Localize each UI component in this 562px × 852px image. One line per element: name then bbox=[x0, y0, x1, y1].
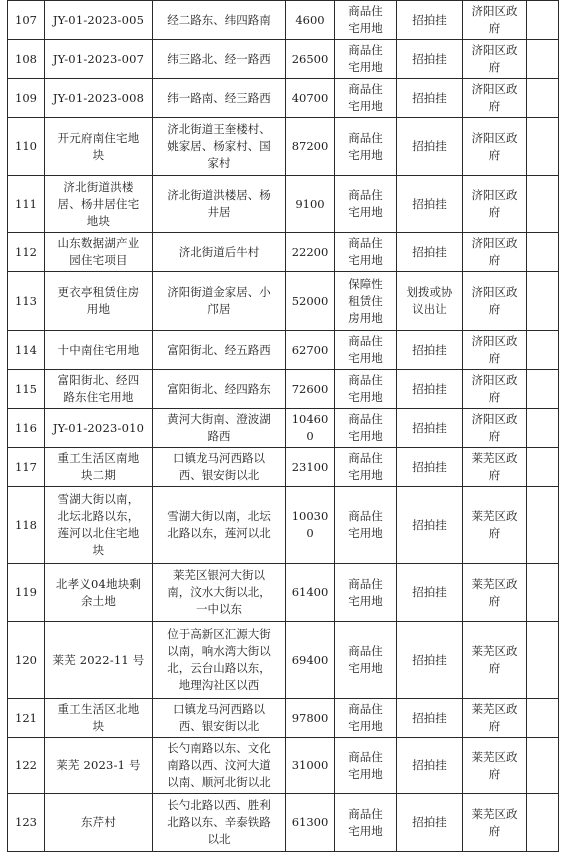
table-row bbox=[8, 487, 559, 564]
location-cell: 长勺北路以西、胜利 北路以东、辛泰铁路 以北 bbox=[153, 794, 286, 852]
area-cell: 62700 bbox=[286, 331, 335, 370]
plot-name-cell: 莱芜 2023-1 号 bbox=[45, 738, 153, 794]
land-use-cell: 商品住 宅用地 bbox=[335, 409, 397, 448]
authority-cell: 莱芜区政 府 bbox=[463, 699, 527, 738]
table-row bbox=[8, 409, 559, 448]
seq-cell: 108 bbox=[8, 40, 45, 79]
plot-name-cell: JY-01-2023-008 bbox=[45, 79, 153, 118]
plot-name-cell: 开元府南住宅地 块 bbox=[45, 118, 153, 176]
plot-name-cell: 山东数据湖产业 园住宅项目 bbox=[45, 233, 153, 272]
seq-cell: 121 bbox=[8, 699, 45, 738]
area-cell: 72600 bbox=[286, 370, 335, 409]
remark-cell bbox=[527, 1, 559, 40]
seq-cell: 111 bbox=[8, 176, 45, 233]
area-cell: 61400 bbox=[286, 564, 335, 622]
seq-cell: 122 bbox=[8, 738, 45, 794]
authority-cell: 济阳区政 府 bbox=[463, 1, 527, 40]
plot-name-cell: 雪湖大街以南， 北坛北路以东， 莲河以北住宅地 块 bbox=[45, 487, 153, 564]
seq-cell: 118 bbox=[8, 487, 45, 564]
land-use-cell: 商品住 宅用地 bbox=[335, 370, 397, 409]
location-cell: 雪湖大街以南，北坛 北路以东，莲河以北 bbox=[153, 487, 286, 564]
remark-cell bbox=[527, 487, 559, 564]
seq-cell: 117 bbox=[8, 448, 45, 487]
location-cell: 口镇龙马河西路以 西、银安街以北 bbox=[153, 699, 286, 738]
area-cell: 9100 bbox=[286, 176, 335, 233]
table-row bbox=[8, 448, 559, 487]
area-cell: 69400 bbox=[286, 622, 335, 699]
seq-cell: 114 bbox=[8, 331, 45, 370]
land-supply-table bbox=[7, 0, 559, 852]
seq-cell: 115 bbox=[8, 370, 45, 409]
remark-cell bbox=[527, 794, 559, 852]
plot-name-cell: 济北街道洪楼 居、杨井居住宅 地块 bbox=[45, 176, 153, 233]
table-row bbox=[8, 622, 559, 699]
location-cell: 莱芜区银河大街以 南，汶水大街以北， 一中以东 bbox=[153, 564, 286, 622]
area-cell: 61300 bbox=[286, 794, 335, 852]
location-cell: 济北街道洪楼居、杨 井居 bbox=[153, 176, 286, 233]
seq-cell: 123 bbox=[8, 794, 45, 852]
remark-cell bbox=[527, 448, 559, 487]
supply-method-cell: 招拍挂 bbox=[397, 40, 463, 79]
table-row bbox=[8, 79, 559, 118]
land-use-cell: 商品住 宅用地 bbox=[335, 233, 397, 272]
remark-cell bbox=[527, 738, 559, 794]
location-cell: 济阳街道金家居、小 邝居 bbox=[153, 272, 286, 331]
location-cell: 位于高新区汇源大街 以南，响水湾大街以 北，云台山路以东， 地理沟社区以西 bbox=[153, 622, 286, 699]
location-cell: 黄河大街南、澄波湖 路西 bbox=[153, 409, 286, 448]
seq-cell: 120 bbox=[8, 622, 45, 699]
area-cell: 40700 bbox=[286, 79, 335, 118]
supply-method-cell: 划拨或协 议出让 bbox=[397, 272, 463, 331]
authority-cell: 济阳区政 府 bbox=[463, 370, 527, 409]
area-cell: 87200 bbox=[286, 118, 335, 176]
supply-method-cell: 招拍挂 bbox=[397, 699, 463, 738]
area-cell: 97800 bbox=[286, 699, 335, 738]
remark-cell bbox=[527, 176, 559, 233]
remark-cell bbox=[527, 622, 559, 699]
area-cell: 52000 bbox=[286, 272, 335, 331]
land-use-cell: 商品住 宅用地 bbox=[335, 699, 397, 738]
supply-method-cell: 招拍挂 bbox=[397, 370, 463, 409]
location-cell: 济北街道后牛村 bbox=[153, 233, 286, 272]
authority-cell: 济阳区政 府 bbox=[463, 233, 527, 272]
authority-cell: 济阳区政 府 bbox=[463, 176, 527, 233]
remark-cell bbox=[527, 409, 559, 448]
supply-method-cell: 招拍挂 bbox=[397, 176, 463, 233]
remark-cell bbox=[527, 370, 559, 409]
table-row bbox=[8, 564, 559, 622]
authority-cell: 济阳区政 府 bbox=[463, 118, 527, 176]
table-row bbox=[8, 233, 559, 272]
location-cell: 经二路东、纬四路南 bbox=[153, 1, 286, 40]
plot-name-cell: JY-01-2023-007 bbox=[45, 40, 153, 79]
seq-cell: 116 bbox=[8, 409, 45, 448]
table-row bbox=[8, 699, 559, 738]
location-cell: 富阳街北、经五路西 bbox=[153, 331, 286, 370]
authority-cell: 莱芜区政 府 bbox=[463, 794, 527, 852]
supply-method-cell: 招拍挂 bbox=[397, 794, 463, 852]
table-row bbox=[8, 176, 559, 233]
authority-cell: 济阳区政 府 bbox=[463, 409, 527, 448]
area-cell: 23100 bbox=[286, 448, 335, 487]
location-cell: 长勺南路以东、文化 南路以西、汶河大道 以南、顺河北街以北 bbox=[153, 738, 286, 794]
location-cell: 济北街道王奎楼村、 姚家居、杨家村、国 家村 bbox=[153, 118, 286, 176]
authority-cell: 济阳区政 府 bbox=[463, 331, 527, 370]
remark-cell bbox=[527, 233, 559, 272]
seq-cell: 109 bbox=[8, 79, 45, 118]
supply-method-cell: 招拍挂 bbox=[397, 331, 463, 370]
supply-method-cell: 招拍挂 bbox=[397, 79, 463, 118]
supply-method-cell: 招拍挂 bbox=[397, 564, 463, 622]
supply-method-cell: 招拍挂 bbox=[397, 409, 463, 448]
seq-cell: 119 bbox=[8, 564, 45, 622]
plot-name-cell: 重工生活区南地 块二期 bbox=[45, 448, 153, 487]
land-use-cell: 商品住 宅用地 bbox=[335, 1, 397, 40]
remark-cell bbox=[527, 118, 559, 176]
land-use-cell: 商品住 宅用地 bbox=[335, 118, 397, 176]
location-cell: 富阳街北、经四路东 bbox=[153, 370, 286, 409]
table-row bbox=[8, 331, 559, 370]
table-row bbox=[8, 40, 559, 79]
supply-method-cell: 招拍挂 bbox=[397, 738, 463, 794]
supply-method-cell: 招拍挂 bbox=[397, 1, 463, 40]
table-row bbox=[8, 1, 559, 40]
remark-cell bbox=[527, 40, 559, 79]
location-cell: 纬三路北、经一路西 bbox=[153, 40, 286, 79]
plot-name-cell: JY-01-2023-005 bbox=[45, 1, 153, 40]
plot-name-cell: JY-01-2023-010 bbox=[45, 409, 153, 448]
remark-cell bbox=[527, 331, 559, 370]
table-row bbox=[8, 118, 559, 176]
area-cell: 26500 bbox=[286, 40, 335, 79]
land-use-cell: 商品住 宅用地 bbox=[335, 176, 397, 233]
authority-cell: 莱芜区政 府 bbox=[463, 622, 527, 699]
plot-name-cell: 更衣亭租赁住房 用地 bbox=[45, 272, 153, 331]
table-row bbox=[8, 794, 559, 852]
land-use-cell: 商品住 宅用地 bbox=[335, 738, 397, 794]
area-cell: 4600 bbox=[286, 1, 335, 40]
plot-name-cell: 十中南住宅用地 bbox=[45, 331, 153, 370]
land-use-cell: 商品住 宅用地 bbox=[335, 331, 397, 370]
area-cell: 31000 bbox=[286, 738, 335, 794]
land-use-cell: 保障性 租赁住 房用地 bbox=[335, 272, 397, 331]
land-use-cell: 商品住 宅用地 bbox=[335, 487, 397, 564]
land-use-cell: 商品住 宅用地 bbox=[335, 448, 397, 487]
authority-cell: 济阳区政 府 bbox=[463, 40, 527, 79]
land-use-cell: 商品住 宅用地 bbox=[335, 794, 397, 852]
seq-cell: 107 bbox=[8, 1, 45, 40]
table-row bbox=[8, 738, 559, 794]
supply-method-cell: 招拍挂 bbox=[397, 487, 463, 564]
plot-name-cell: 北孝义04地块剩 余土地 bbox=[45, 564, 153, 622]
table-row bbox=[8, 272, 559, 331]
table-row bbox=[8, 370, 559, 409]
authority-cell: 济阳区政 府 bbox=[463, 272, 527, 331]
area-cell: 10460 0 bbox=[286, 409, 335, 448]
remark-cell bbox=[527, 699, 559, 738]
supply-method-cell: 招拍挂 bbox=[397, 233, 463, 272]
authority-cell: 莱芜区政 府 bbox=[463, 738, 527, 794]
seq-cell: 113 bbox=[8, 272, 45, 331]
plot-name-cell: 莱芜 2022-11 号 bbox=[45, 622, 153, 699]
land-use-cell: 商品住 宅用地 bbox=[335, 79, 397, 118]
authority-cell: 莱芜区政 府 bbox=[463, 487, 527, 564]
area-cell: 10030 0 bbox=[286, 487, 335, 564]
supply-method-cell: 招拍挂 bbox=[397, 448, 463, 487]
authority-cell: 莱芜区政 府 bbox=[463, 564, 527, 622]
seq-cell: 112 bbox=[8, 233, 45, 272]
remark-cell bbox=[527, 564, 559, 622]
plot-name-cell: 重工生活区北地 块 bbox=[45, 699, 153, 738]
location-cell: 纬一路南、经三路西 bbox=[153, 79, 286, 118]
land-use-cell: 商品住 宅用地 bbox=[335, 40, 397, 79]
seq-cell: 110 bbox=[8, 118, 45, 176]
authority-cell: 济阳区政 府 bbox=[463, 79, 527, 118]
plot-name-cell: 富阳街北、经四 路东住宅用地 bbox=[45, 370, 153, 409]
authority-cell: 莱芜区政 府 bbox=[463, 448, 527, 487]
land-use-cell: 商品住 宅用地 bbox=[335, 564, 397, 622]
remark-cell bbox=[527, 79, 559, 118]
remark-cell bbox=[527, 272, 559, 331]
plot-name-cell: 东芹村 bbox=[45, 794, 153, 852]
supply-method-cell: 招拍挂 bbox=[397, 622, 463, 699]
land-use-cell: 商品住 宅用地 bbox=[335, 622, 397, 699]
location-cell: 口镇龙马河西路以 西、银安街以北 bbox=[153, 448, 286, 487]
area-cell: 22200 bbox=[286, 233, 335, 272]
supply-method-cell: 招拍挂 bbox=[397, 118, 463, 176]
